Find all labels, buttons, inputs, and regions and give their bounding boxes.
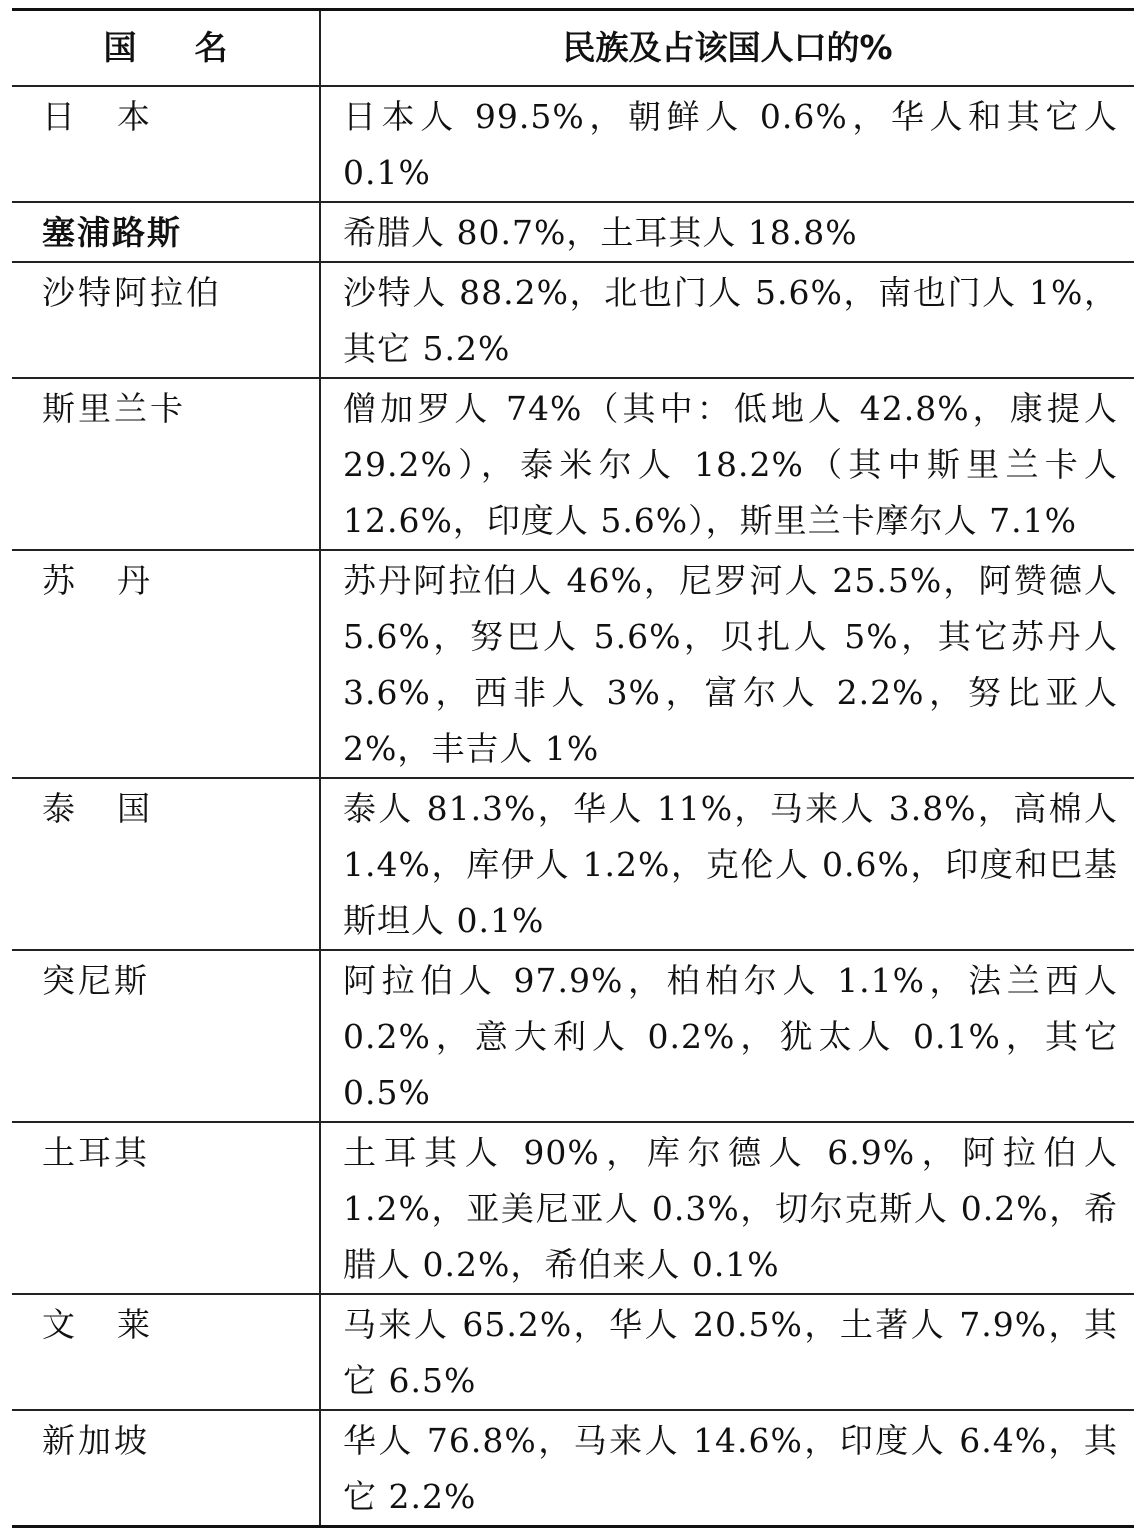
country-cell: 斯里兰卡 — [12, 378, 320, 550]
table-row — [12, 1410, 1134, 1525]
table-row — [12, 778, 1134, 950]
ethnic-population-table — [12, 8, 1134, 1528]
table-row — [12, 262, 1134, 378]
ethnic-cell: 希腊人 80.7%，土耳其人 18.8% — [320, 202, 1134, 262]
country-cell: 泰国 — [12, 778, 320, 950]
country-cell: 突尼斯 — [12, 950, 320, 1122]
country-cell: 文莱 — [12, 1294, 320, 1410]
ethnic-cell: 泰人 81.3%，华人 11%，马来人 3.8%，高棉人 1.4%，库伊人 1.2%，克伦人 0.6%，印度和巴基斯坦人 0.1% — [320, 778, 1134, 950]
table-row — [12, 202, 1134, 262]
ethnic-cell: 日本人 99.5%，朝鲜人 0.6%，华人和其它人 0.1% — [320, 86, 1134, 202]
table-row — [12, 378, 1134, 550]
country-cell: 土耳其 — [12, 1122, 320, 1294]
country-cell: 沙特阿拉伯 — [12, 262, 320, 378]
country-cell: 塞浦路斯 — [12, 202, 320, 262]
header-ethnic-share: 民族及占该国人口的% — [320, 11, 1134, 86]
ethnic-cell: 苏丹阿拉伯人 46%，尼罗河人 25.5%，阿赞德人 5.6%，努巴人 5.6%，贝扎人 5%，其它苏丹人 3.6%，西非人 3%，富尔人 2.2%，努比亚人 2%，丰吉人 1% — [320, 550, 1134, 778]
header-country: 国名 — [12, 11, 320, 86]
table-header-row — [12, 11, 1134, 86]
ethnic-cell: 沙特人 88.2%，北也门人 5.6%，南也门人 1%，其它 5.2% — [320, 262, 1134, 378]
table-row — [12, 950, 1134, 1122]
ethnic-cell: 阿拉伯人 97.9%，柏柏尔人 1.1%，法兰西人 0.2%，意大利人 0.2%，犹太人 0.1%，其它 0.5% — [320, 950, 1134, 1122]
table-row — [12, 1294, 1134, 1410]
country-cell: 新加坡 — [12, 1410, 320, 1525]
table-row — [12, 550, 1134, 778]
country-cell: 日本 — [12, 86, 320, 202]
table-row — [12, 86, 1134, 202]
ethnic-cell: 华人 76.8%，马来人 14.6%，印度人 6.4%，其它 2.2% — [343, 1421, 1118, 1516]
ethnic-cell: 土耳其人 90%，库尔德人 6.9%，阿拉伯人 1.2%，亚美尼亚人 0.3%，切尔克斯人 0.2%，希腊人 0.2%，希伯来人 0.1% — [320, 1122, 1134, 1294]
country-cell: 苏丹 — [12, 550, 320, 778]
ethnic-cell: 马来人 65.2%，华人 20.5%，土著人 7.9%，其它 6.5% — [320, 1294, 1134, 1410]
table-grid — [12, 11, 1134, 1525]
ethnic-cell: 僧加罗人 74%（其中：低地人 42.8%，康提人 29.2%），泰米尔人 18.2%（其中斯里兰卡人 12.6%，印度人 5.6%），斯里兰卡摩尔人 7.1% — [320, 378, 1134, 550]
table-row — [12, 1122, 1134, 1294]
